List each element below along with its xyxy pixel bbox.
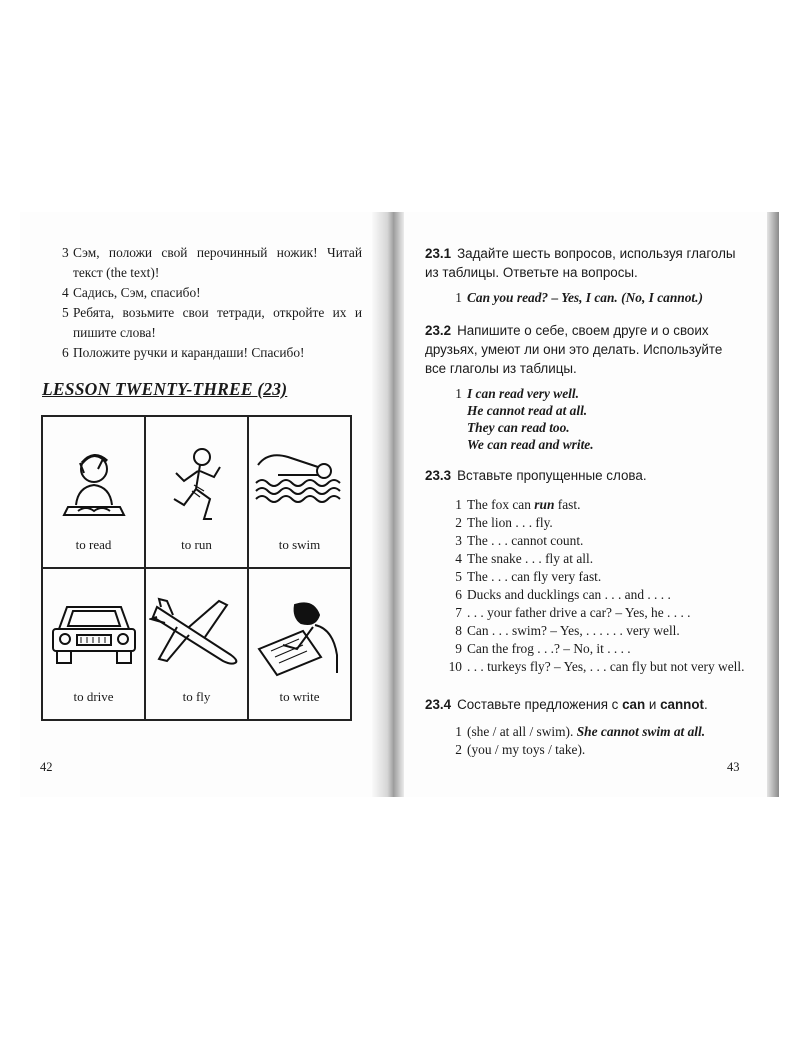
list-item: 2 The lion . . . fly. [455, 515, 553, 530]
list-item: 8 Can . . . swim? – Yes, . . . . . . very well. [455, 623, 680, 638]
lesson-title: LESSON TWENTY-THREE (23) [42, 379, 288, 399]
picture-cell-run [145, 416, 248, 568]
list-item: 5 Ребята, возьмите свои тетради, откройте их и пишите слова! [62, 305, 362, 340]
list-item: 3 Сэм, положи свой перочинный ножик! Читай текст (the text)! [62, 245, 362, 280]
exercise-23-1-example: 1 Can you read? – Yes, I can. (No, I cannot.) [455, 290, 703, 305]
list-item: 10 . . . turkeys fly? – Yes, . . . can fly but not very well. [448, 659, 745, 674]
picture-cell-drive [42, 568, 145, 720]
list-item: 4 Садись, Сэм, спасибо! [62, 285, 201, 300]
list-item: 9 Can the frog . . .? – No, it . . . . [455, 641, 631, 656]
picture-cell-fly [145, 568, 248, 720]
book-gutter-shadow [372, 212, 394, 797]
list-item: 1 (she / at all / swim). She cannot swim at all. [455, 724, 706, 739]
page-number-right: 43 [727, 760, 740, 774]
exercise-23-3-heading: 23.3 Вставьте пропущенные слова. [425, 468, 647, 483]
picture-label: to swim [278, 537, 321, 552]
picture-label: to fly [182, 689, 211, 704]
picture-cell-write [248, 568, 351, 720]
picture-label: to run [181, 537, 212, 552]
airplane-icon [149, 597, 245, 673]
picture-cell-swim [248, 416, 351, 568]
page-number-left: 42 [40, 760, 53, 774]
reading-boy-icon [54, 445, 134, 525]
picture-label: to read [75, 537, 112, 552]
page-edge-shadow [767, 212, 779, 797]
book-gutter-shadow-right [394, 212, 404, 797]
list-item: 6 Положите ручки и карандаши! Спасибо! [62, 345, 305, 360]
exercise-23-4-list [447, 723, 747, 759]
list-item: 7 . . . your father drive a car? – Yes, he . . . . [455, 605, 691, 620]
verb-picture-table [41, 415, 352, 721]
running-boy-icon [162, 445, 232, 529]
exercise-23-4-heading: 23.4 Составьте предложения с can и cannot. [425, 697, 708, 712]
list-item: 5 The . . . can fly very fast. [455, 569, 602, 584]
writing-boy-icon [257, 597, 343, 677]
list-item: 4 The snake . . . fly at all. [455, 551, 594, 566]
list-item: 3 The . . . cannot count. [455, 533, 584, 548]
picture-cell-read [42, 416, 145, 568]
exercise-23-2-example: 1 I can read very well. He cannot read at all. They can read too. We can read and write. [455, 386, 594, 452]
exercise-23-3-list [447, 496, 747, 676]
list-item: 1 The fox can run fast. [455, 497, 581, 512]
list-item: 6 Ducks and ducklings can . . . and . . . . [455, 587, 671, 602]
picture-label: to write [279, 689, 320, 704]
car-icon [49, 597, 139, 669]
exercise-23-1-heading: 23.1 Задайте шесть вопросов, используя глаголы из таблицы. Ответьте на вопросы. [425, 246, 736, 280]
numbered-list [62, 243, 362, 363]
picture-label: to drive [73, 689, 114, 704]
exercise-23-2-heading: 23.2 Напишите о себе, своем друге и о своих друзьях, умеют ли они это делать. Используйте все глаголы из таблицы. [425, 323, 723, 376]
swimmer-icon [252, 445, 348, 505]
list-item: 2 (you / my toys / take). [455, 742, 586, 757]
